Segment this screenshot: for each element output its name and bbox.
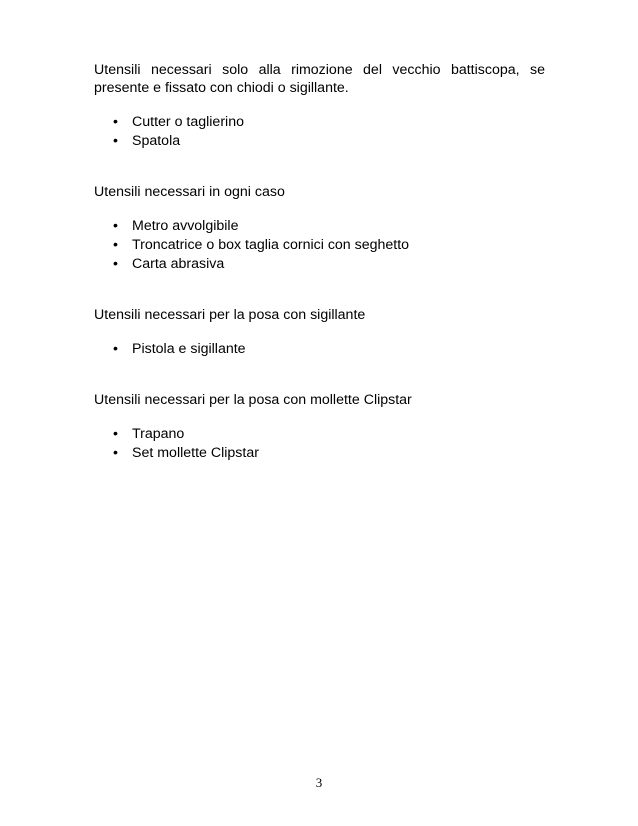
section-heading-removal: Utensili necessari solo alla rimozione del vecchio battiscopa, se presente e fissato con chiodi o sigillante. [94, 62, 545, 96]
bullet-icon: • [113, 133, 118, 149]
list-item [94, 132, 545, 151]
list-item [94, 236, 545, 255]
bullet-icon: • [113, 445, 118, 461]
bullet-icon: • [113, 341, 118, 357]
list-item [94, 113, 545, 132]
list-item-text: Carta abrasiva [132, 256, 225, 272]
list-item-text: Set mollette Clipstar [132, 445, 259, 461]
section-heading-always: Utensili necessari in ogni caso [94, 184, 285, 200]
section-heading-sealant: Utensili necessari per la posa con sigillante [94, 307, 366, 323]
bullet-icon: • [113, 256, 118, 272]
list-item-text: Metro avvolgibile [132, 218, 239, 234]
section-heading-clipstar: Utensili necessari per la posa con mollette Clipstar [94, 392, 412, 408]
list-item [94, 340, 545, 359]
list-item [94, 217, 545, 236]
page-content [94, 61, 545, 463]
list-item-text: Cutter o taglierino [132, 114, 244, 130]
list-item-text: Trapano [132, 426, 185, 442]
list-item-text: Pistola e sigillante [132, 341, 246, 357]
bullet-icon: • [113, 218, 118, 234]
list-item-text: Spatola [132, 133, 181, 149]
list-item [94, 255, 545, 274]
bullet-icon: • [113, 237, 118, 253]
list-item-text: Troncatrice o box taglia cornici con seghetto [132, 237, 410, 253]
bullet-list-always [94, 217, 545, 274]
page-number: 3 [315, 775, 323, 790]
list-item [94, 425, 545, 444]
bullet-icon: • [113, 114, 118, 130]
bullet-list-removal [94, 113, 545, 151]
bullet-list-clipstar [94, 425, 545, 463]
list-item [94, 444, 545, 463]
bullet-icon: • [113, 426, 118, 442]
bullet-list-sealant [94, 340, 545, 359]
